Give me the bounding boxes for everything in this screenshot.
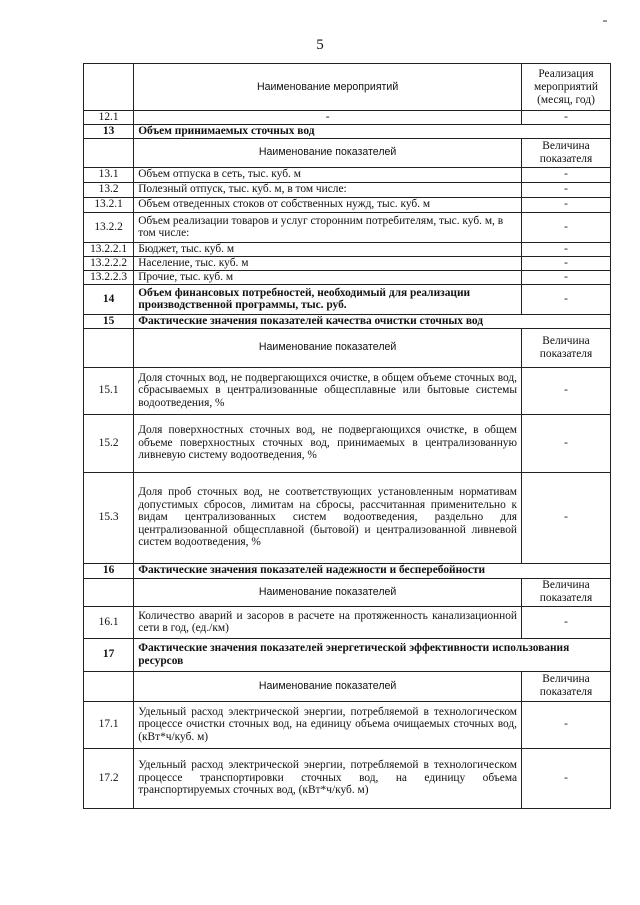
row-number: 12.1 — [84, 111, 134, 125]
row-value: - — [522, 197, 611, 212]
section-number: 17 — [84, 638, 134, 671]
header-indicators: Наименование показателей — [134, 328, 522, 367]
page-number: 5 — [316, 37, 324, 53]
row-text: Объем отведенных стоков от собственных нужд, тыс. куб. м — [134, 197, 522, 212]
row-text: Население, тыс. куб. м — [134, 256, 522, 270]
empty-cell — [84, 64, 134, 111]
row-number: 16.1 — [84, 606, 134, 638]
section-number: 15 — [84, 314, 134, 328]
table-row — [84, 242, 611, 256]
row-text: - — [134, 111, 522, 125]
row-value: - — [522, 748, 611, 808]
section-title: Фактические значения показателей качества очистки сточных вод — [134, 314, 611, 328]
scan-mark — [603, 20, 607, 22]
table-row — [84, 367, 611, 414]
table-row — [84, 111, 611, 125]
header-indicators: Наименование показателей — [134, 578, 522, 606]
table-row — [84, 748, 611, 808]
header-value: Величина показателя — [522, 578, 611, 606]
row-text: Объем реализации товаров и услуг сторонним потребителям, тыс. куб. м, в том числе: — [134, 212, 522, 242]
section-title: Фактические значения показателей энергетической эффективности использования ресурсов — [134, 638, 611, 671]
section-number: 16 — [84, 563, 134, 578]
empty-cell — [84, 578, 134, 606]
header-value: Величина показателя — [522, 328, 611, 367]
header-indicators: Наименование показателей — [134, 671, 522, 701]
row-text: Объем отпуска в сеть, тыс. куб. м — [134, 167, 522, 182]
section-row — [84, 638, 611, 671]
empty-cell — [84, 328, 134, 367]
section-row — [84, 284, 611, 314]
row-number: 13.2 — [84, 182, 134, 197]
row-value: - — [522, 701, 611, 748]
row-value: - — [522, 242, 611, 256]
table-row — [84, 167, 611, 182]
row-number: 17.2 — [84, 748, 134, 808]
header-indicators: Наименование показателей — [134, 138, 522, 167]
program-table — [83, 63, 611, 809]
table-row — [84, 606, 611, 638]
row-value: - — [522, 284, 611, 314]
row-value: - — [522, 472, 611, 563]
table-row — [84, 270, 611, 284]
row-value: - — [522, 270, 611, 284]
header-row-indicators — [84, 328, 611, 367]
row-text: Доля сточных вод, не подвергающихся очистке, в общем объеме сточных вод, сбрасываемых в централизованные общесплавные или бытовые системы водоотведения, % — [134, 367, 522, 414]
table-row — [84, 197, 611, 212]
section-row — [84, 124, 611, 138]
header-activities: Наименование мероприятий — [134, 64, 522, 111]
row-value: - — [522, 182, 611, 197]
row-number: 13.2.2 — [84, 212, 134, 242]
header-row-indicators — [84, 578, 611, 606]
row-text: Прочие, тыс. куб. м — [134, 270, 522, 284]
table-row — [84, 472, 611, 563]
row-text: Удельный расход электрической энергии, потребляемой в технологическом процессе очистки сточных вод, на единицу объема очищаемых сточных вод, (кВт*ч/куб. м) — [134, 701, 522, 748]
header-row-indicators — [84, 671, 611, 701]
header-row-activities — [84, 64, 611, 111]
row-number: 15.1 — [84, 367, 134, 414]
empty-cell — [84, 671, 134, 701]
row-value: - — [522, 256, 611, 270]
row-number: 13.2.1 — [84, 197, 134, 212]
row-value: - — [522, 414, 611, 472]
section-title: Фактические значения показателей надежности и бесперебойности — [134, 563, 611, 578]
table-row — [84, 701, 611, 748]
section-row — [84, 314, 611, 328]
table-row — [84, 212, 611, 242]
row-text: Доля проб сточных вод, не соответствующих установленным нормативам допустимых сбросов, лимитам на сбросы, рассчитанная применительно к видам централизованных систем водоотведения, раздельно для централизованной общесплавной (бытовой) и централизованной ливневой систем водоотведения, % — [134, 472, 522, 563]
row-number: 15.2 — [84, 414, 134, 472]
table-row — [84, 414, 611, 472]
row-number: 13.1 — [84, 167, 134, 182]
table-row — [84, 256, 611, 270]
row-number: 13.2.2.3 — [84, 270, 134, 284]
row-number: 17.1 — [84, 701, 134, 748]
section-row — [84, 563, 611, 578]
row-text: Полезный отпуск, тыс. куб. м, в том числе: — [134, 182, 522, 197]
header-row-indicators — [84, 138, 611, 167]
row-text: Количество аварий и засоров в расчете на протяженность канализационной сети в год, (ед./км) — [134, 606, 522, 638]
row-value: - — [522, 167, 611, 182]
section-number: 14 — [84, 284, 134, 314]
row-number: 13.2.2.2 — [84, 256, 134, 270]
section-title: Объем финансовых потребностей, необходимый для реализации производственной программы, тыс. руб. — [134, 284, 522, 314]
row-number: 15.3 — [84, 472, 134, 563]
row-value: - — [522, 212, 611, 242]
section-number: 13 — [84, 124, 134, 138]
row-text: Бюджет, тыс. куб. м — [134, 242, 522, 256]
row-text: Удельный расход электрической энергии, потребляемой в технологическом процессе транспортировки сточных вод, на единицу объема транспортируемых сточных вод, (кВт*ч/куб. м) — [134, 748, 522, 808]
row-number: 13.2.2.1 — [84, 242, 134, 256]
empty-cell — [84, 138, 134, 167]
row-value: - — [522, 606, 611, 638]
row-value: - — [522, 111, 611, 125]
table-row — [84, 182, 611, 197]
header-value: Величина показателя — [522, 138, 611, 167]
row-value: - — [522, 367, 611, 414]
row-text: Доля поверхностных сточных вод, не подвергающихся очистке, в общем объеме поверхностных сточных вод, принимаемых в централизованную ливневую систему водоотведения, % — [134, 414, 522, 472]
section-title: Объем принимаемых сточных вод — [134, 124, 611, 138]
header-value: Величина показателя — [522, 671, 611, 701]
header-implementation: Реализация мероприятий (месяц, год) — [522, 64, 611, 111]
